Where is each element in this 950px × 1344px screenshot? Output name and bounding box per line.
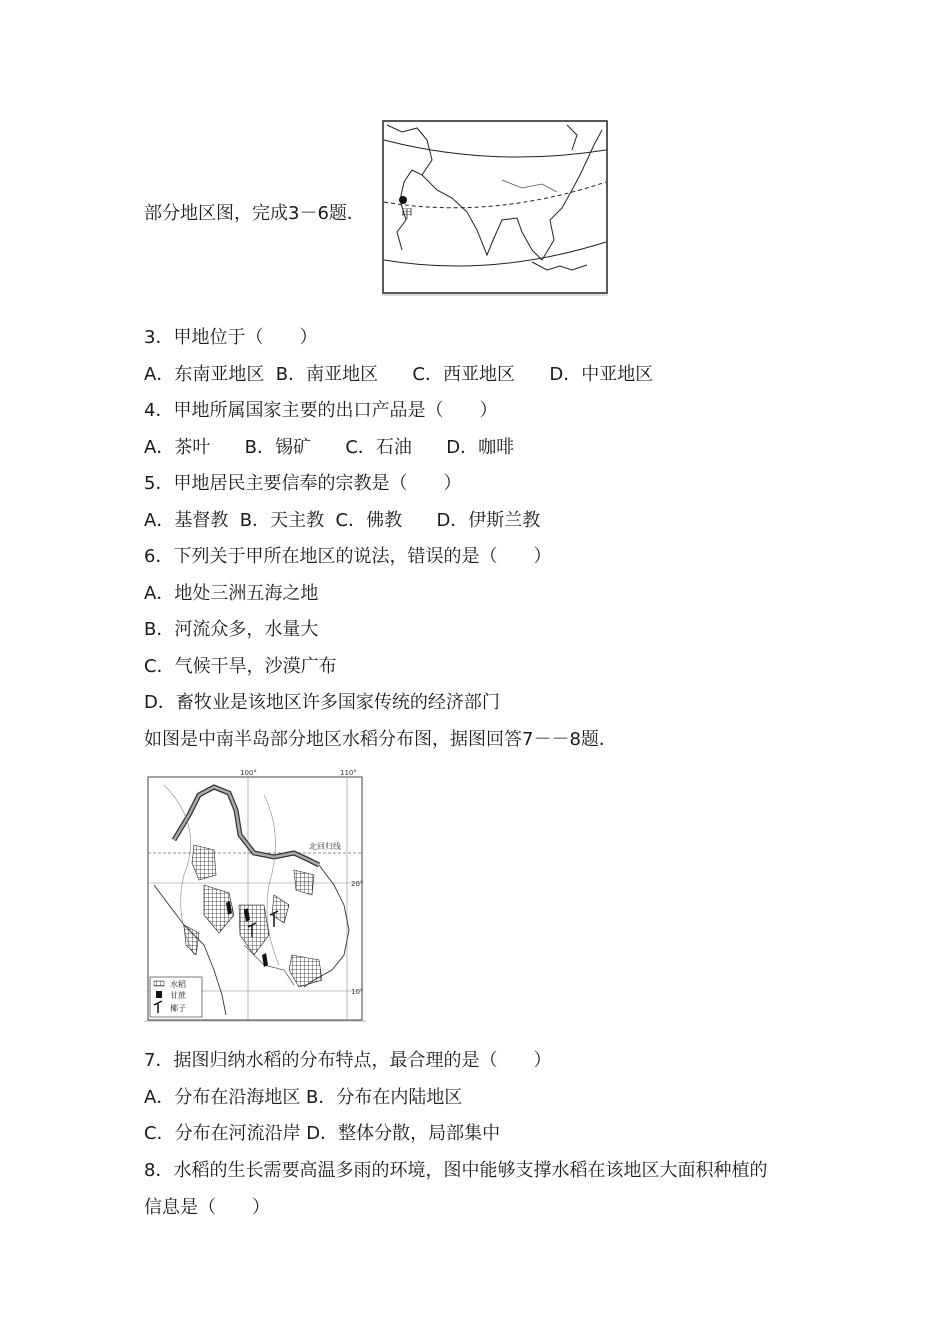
legend-coconut-label: 椰子 (170, 1004, 186, 1013)
point-jia (399, 196, 407, 204)
lat-label-10: 10° (351, 988, 364, 996)
lat-label-20: 20° (351, 880, 364, 888)
label-jia: 甲 (401, 207, 414, 221)
lon-label-110: 110° (340, 769, 357, 777)
q6-option-a: A．地处三洲五海之地 (144, 583, 319, 604)
lon-label-100: 100° (240, 769, 257, 777)
q4-stem: 4．甲地所属国家主要的出口产品是（ ） (144, 400, 498, 421)
legend-rice-label: 水稻 (170, 980, 186, 989)
intro-text: 部分地区图，完成3－6题． (144, 203, 365, 224)
intro2-text: 如图是中南半岛部分地区水稻分布图，据图回答7－－8题． (144, 729, 617, 750)
q3-stem: 3．甲地位于（ ） (144, 327, 318, 348)
q6-option-b: B．河流众多，水量大 (144, 619, 319, 640)
q8-stem-line2: 信息是（ ） (144, 1197, 270, 1218)
q7-stem: 7．据图归纳水稻的分布特点，最合理的是（ ） (144, 1050, 552, 1071)
q4-options: A．茶叶 B．锡矿 C．石油 D．咖啡 (144, 437, 515, 458)
q5-stem: 5．甲地居民主要信奉的宗教是（ ） (144, 473, 462, 494)
legend-sugarcane-swatch (156, 991, 162, 998)
q5-options: A．基督教 B．天主教 C．佛教 D．伊斯兰教 (144, 510, 541, 531)
q8-stem-line1: 8．水稻的生长需要高温多雨的环境，图中能够支撑水稻在该地区大面积种植的 (144, 1160, 768, 1181)
q7-option-cd: C．分布在河流沿岸 D．整体分散，局部集中 (144, 1123, 501, 1144)
q6-option-d: D．畜牧业是该地区许多国家传统的经济部门 (144, 692, 500, 713)
legend-sugarcane-label: 甘蔗 (170, 991, 186, 1000)
q6-stem: 6．下列关于甲所在地区的说法，错误的是（ ） (144, 546, 552, 567)
tropic-label: 北回归线 (309, 842, 341, 851)
q7-option-ab: A．分布在沿海地区 B．分布在内陆地区 (144, 1087, 463, 1108)
q6-option-c: C．气候干旱，沙漠广布 (144, 656, 337, 677)
asia-map (382, 120, 608, 296)
q3-options: A．东南亚地区 B．南亚地区 C．西亚地区 D．中亚地区 (144, 364, 654, 385)
indochina-rice-map (144, 765, 366, 1022)
legend-rice-swatch (154, 981, 164, 986)
